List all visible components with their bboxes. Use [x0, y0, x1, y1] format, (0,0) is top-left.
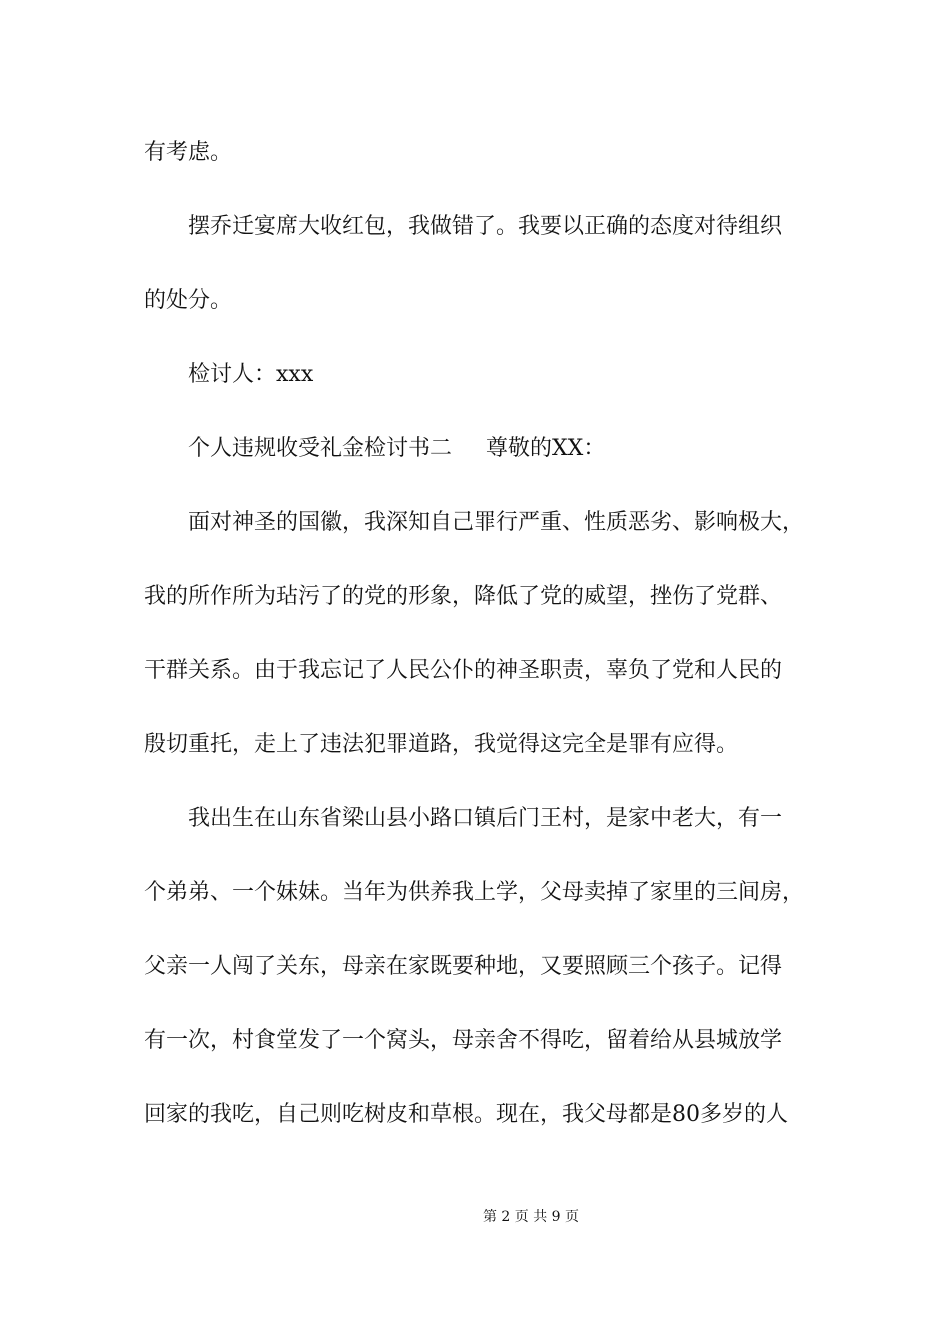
page-number: 第 2 页 共 9 页 [482, 1209, 580, 1225]
body-line: 个弟弟、一个妹妹。当年为供养我上学，父母卖掉了家里的三间房， [144, 880, 805, 905]
salutation: 尊敬的XX： [486, 436, 606, 461]
signature-line: 检讨人：xxx [188, 362, 314, 387]
section-heading-line [144, 424, 814, 498]
body-line: 的处分。 [144, 288, 233, 313]
body-line: 回家的我吃，自己则吃树皮和草根。现在，我父母都是80多岁的人 [144, 1102, 788, 1127]
section-title: 个人违规收受礼金检讨书二 [188, 436, 453, 461]
body-line: 有考虑。 [144, 140, 233, 165]
body-line: 我出生在山东省梁山县小路口镇后门王村，是家中老大，有一 [188, 806, 783, 831]
body-line: 殷切重托，走上了违法犯罪道路，我觉得这完全是罪有应得。 [144, 732, 739, 757]
body-line: 干群关系。由于我忘记了人民公仆的神圣职责，辜负了党和人民的 [144, 658, 783, 683]
body-line: 父亲一人闯了关东，母亲在家既要种地，又要照顾三个孩子。记得 [144, 954, 783, 979]
document-body [144, 128, 814, 1164]
body-line: 摆乔迁宴席大收红包，我做错了。我要以正确的态度对待组织 [188, 214, 783, 239]
body-line: 我的所作所为玷污了的党的形象，降低了党的威望，挫伤了党群、 [144, 584, 783, 609]
page-footer [0, 1206, 950, 1226]
body-line: 面对神圣的国徽，我深知自己罪行严重、性质恶劣、影响极大， [188, 510, 805, 535]
body-line: 有一次，村食堂发了一个窝头，母亲舍不得吃，留着给从县城放学 [144, 1028, 783, 1053]
